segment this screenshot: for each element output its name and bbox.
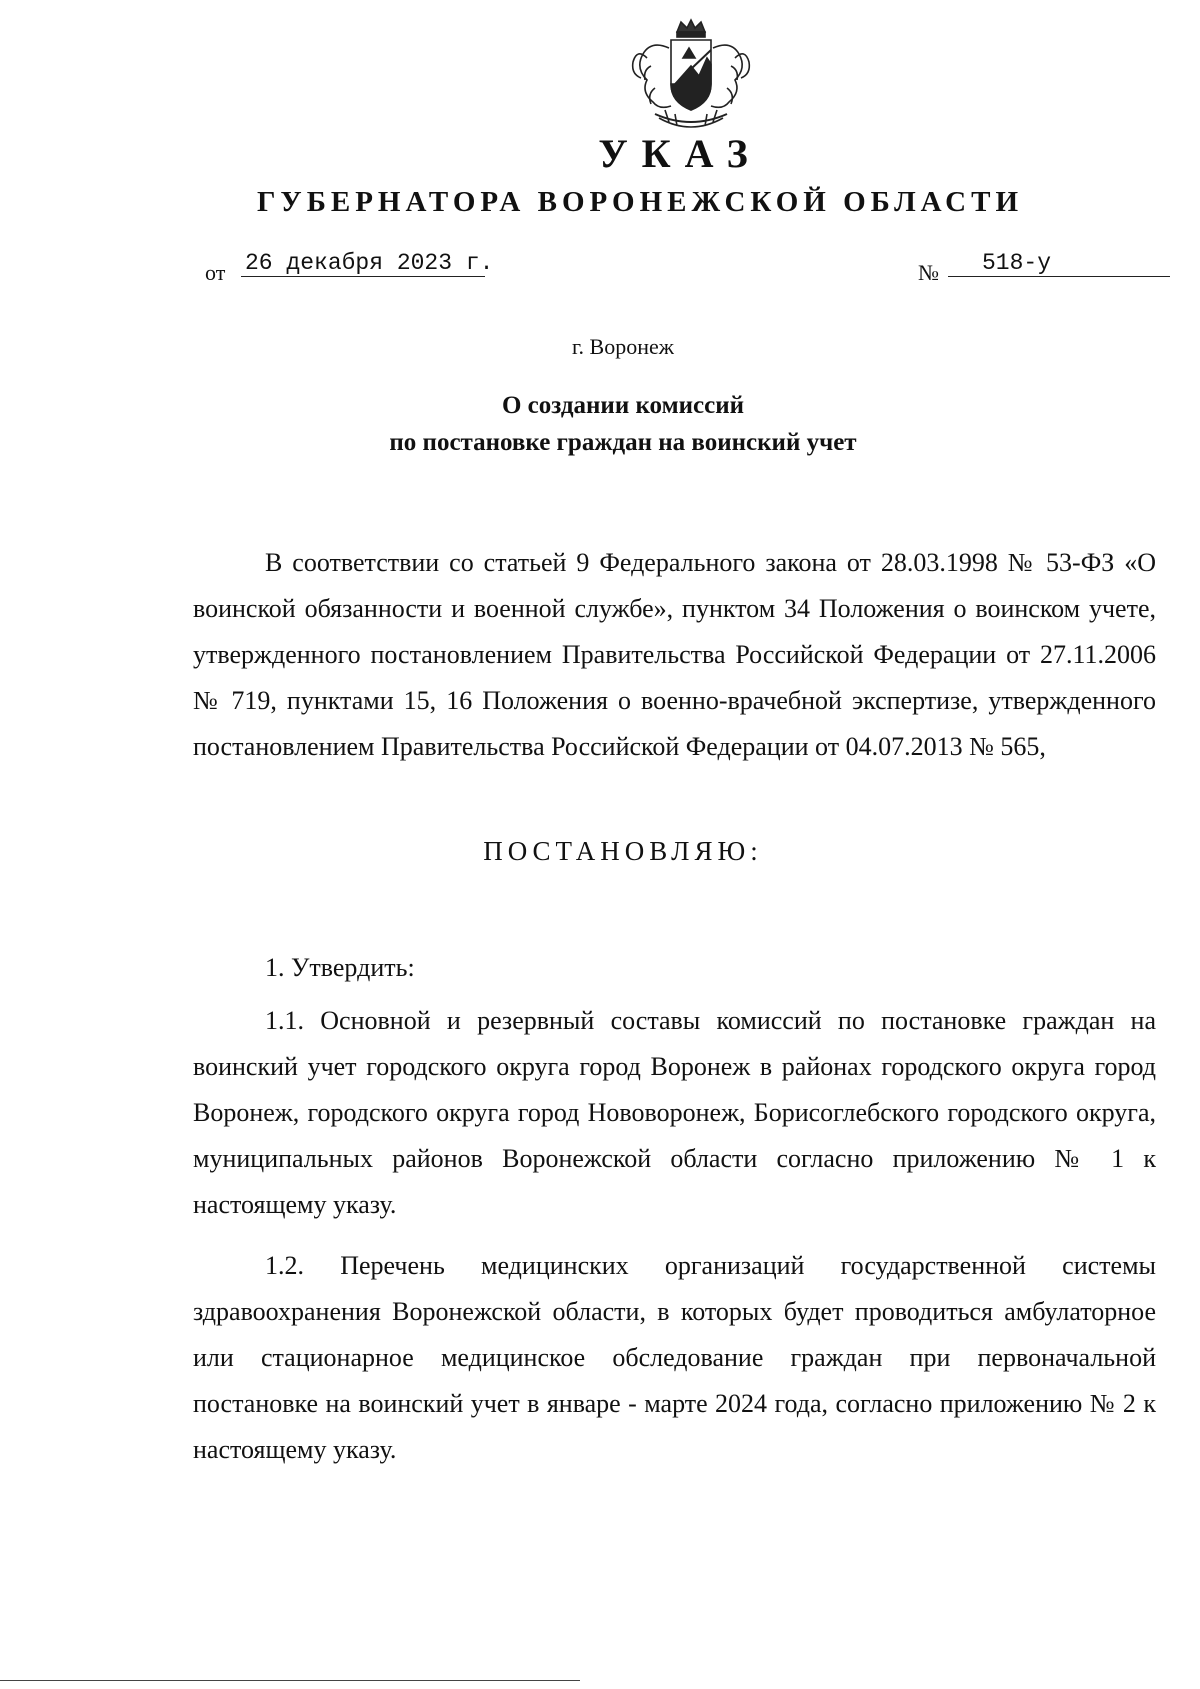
date-value: 26 декабря 2023 г. [241, 250, 485, 277]
date-prefix: от [205, 260, 226, 285]
decree-word: ПОСТАНОВЛЯЮ: [483, 836, 763, 866]
subject-line-1: О создании комиссий [501, 392, 745, 419]
document-subject [0, 387, 1200, 461]
item-1: 1. Утвердить: [265, 953, 415, 982]
number-prefix: № [918, 260, 939, 285]
intro-paragraph: В соответствии со статьей 9 Федерального закона от 28.03.1998 № 53-ФЗ «О воинской обязанности и военной службе», пунктом 34 Положения о воинском учете, утвержденного постановлением Правительства Российской Федерации от 27.11.2006 № 719, пунктами 15, 16 Положения о военно-врачебной экспертизе, утвержденного постановлением Правительства Российской Федерации от 04.07.2013 № 565, [193, 548, 1156, 761]
city: г. Воронеж [572, 334, 674, 359]
document-title: УКАЗ [598, 131, 762, 176]
coat-of-arms-icon [625, 18, 757, 136]
number-value: 518-у [948, 250, 1170, 277]
subject-line-2: по постановке граждан на воинский учет [389, 429, 857, 456]
item-1-2: 1.2. Перечень медицинских организаций государственной системы здравоохранения Воронежской области, в которых будет проводиться амбулаторное или стационарное медицинское обследование граждан при первоначальной постановке на воинский учет в январе - марте 2024 года, согласно приложению № 2 к настоящему указу. [193, 1251, 1156, 1464]
item-1-1: 1.1. Основной и резервный составы комиссий по постановке граждан на воинский учет городского округа город Воронеж в районах городского округа город Воронеж, городского округа город Нововоронеж, Борисоглебского городского округа, муниципальных районов Воронежской области согласно приложению № 1 к настоящему указу. [193, 1006, 1156, 1219]
footer-divider [0, 1680, 580, 1681]
document-issuer: ГУБЕРНАТОРА ВОРОНЕЖСКОЙ ОБЛАСТИ [256, 186, 1024, 218]
